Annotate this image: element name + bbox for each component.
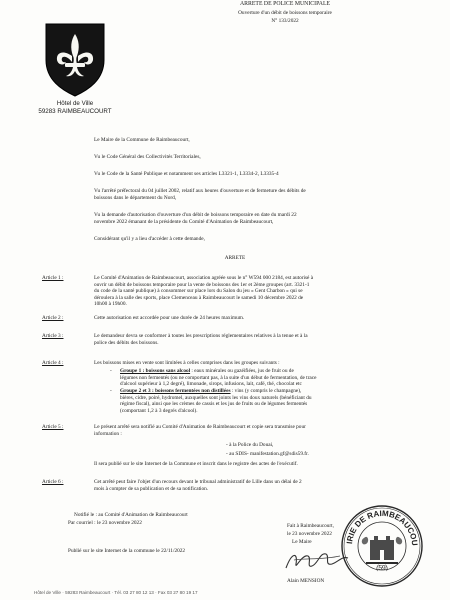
group-1-heading: Groupe 1 : boissons sans alcool — [120, 368, 191, 374]
article-3-line: police des débits des boissons. — [94, 339, 159, 346]
municipal-seal — [340, 504, 424, 588]
article-5-line: Le présent arrêté sera notifié au Comité d'Animation de Raimbeaucourt et copie sera transmise pour — [94, 424, 306, 430]
article-4-label: Article 4 : — [42, 360, 64, 366]
preamble-maire: Le Maire de la Commune de Raimbeaucourt, — [94, 137, 190, 143]
bullet-dash-icon: - — [110, 368, 112, 374]
preamble-considerant: Considérant qu'il y a lieu d'accéder à cette demande, — [94, 236, 205, 242]
page-footer: Hôtel de Ville · 59283 Raimbeaucourt · Tél. 03 27 80 12 13 · Fax 03 27 80 19 17 — [34, 590, 198, 595]
article-1-line: déroulera à la salle des sports, place Clemenceau à Raimbeaucourt le samedi 10 décembre 2022 de — [94, 294, 304, 301]
preamble-csp: Vu le Code de la Santé Publique et notamment ses articles L3321-1, L3334-2, L3335-4 — [94, 171, 279, 177]
article-2-label: Article 2 : — [42, 315, 64, 321]
article-1-line: ouvrir un débit de boissons temporaire pour la vente de boissons des 1er et 2ème groupes (art. 3321-1 — [94, 281, 310, 288]
article-4-intro: Les boissons mises en vente sont limitées à celles comprises dans les groupes suivants : — [94, 360, 280, 366]
document-title: ARRETE DE POLICE MUNICIPALE — [239, 1, 331, 7]
group-2-heading: Groupe 2 et 3 : boissons fermentées non distillées — [120, 388, 231, 394]
article-5-recipient-sdis: - au SDIS- manifestation.gf@sdis59.fr. — [226, 451, 309, 457]
publication-line: Publié sur le site Internet de la commune le 22/11/2022 — [68, 548, 186, 554]
preamble-cgct: Vu le Code Général des Collectivités Territoriales, — [94, 154, 201, 160]
article-1-body — [94, 275, 424, 308]
article-1-line: du code de la santé publique) à consommer sur place lors du Salon du jeu « Gent Charbon » qui se — [94, 288, 303, 295]
article-1-line: Le Comité d'Animation de Raimbeaucourt, association agréée sous le n° W594 000 2184, est autorisé à — [94, 275, 314, 281]
article-5-label: Article 5 : — [42, 424, 64, 430]
svg-text:(59) — [375, 564, 388, 572]
document-number: N° 133/2022 — [271, 18, 299, 24]
preamble-arrete-prefectoral-2: boissons dans le département du Nord, — [94, 195, 177, 201]
article-5-publication: Il sera publié sur le site Internet de la Commune et inscrit dans le registre des actes de l'exécutif. — [94, 461, 298, 467]
signature-place: Fait à Raimbeaucourt, — [287, 523, 334, 529]
article-3-body — [94, 333, 308, 346]
seal-top-text: IRIE DE RAIMBEAUCOU — [345, 508, 420, 547]
group-2-tail: : vins (y compris le champagne), — [230, 388, 302, 394]
document-subtitle: Ouverture d'un débit de boissons temporaire — [238, 10, 332, 16]
group-1-line: d'alcool supérieur à 1,2 degré), limonade, sirops, infusions, lait, café, thé, chocolat etc — [120, 381, 302, 388]
bullet-dash-icon: - — [110, 388, 112, 394]
article-5-recipient-police: - à la Police du Douai, — [226, 442, 274, 448]
preamble-demande-2: novembre 2022 émanant de la présidente du Comité d'Animation de Raimbeaucourt, — [94, 219, 274, 225]
notification-line-1: Notifié le : au Comité d'Animation de Raimbeaucourt — [74, 512, 188, 518]
article-2-line: Cette autorisation est accordée pour une durée de 24 heures maximum. — [94, 315, 245, 321]
article-1-line: 10h00 à 19h00. — [94, 301, 127, 308]
article-6-body — [94, 479, 302, 492]
group-2-line: bières, cidre, poiré, hydromel, auxquelles sont joints les vins doux naturels (bénéficiant du — [120, 394, 312, 401]
article-5-line: information : — [94, 430, 122, 437]
seal-stamp-icon — [340, 504, 424, 588]
group-1-tail: : eaux minérales ou gazéifiées, jus de fruit ou de — [190, 368, 294, 374]
article-6-label: Article 6 : — [42, 479, 64, 485]
coat-of-arms — [40, 20, 110, 98]
article-1-label: Article 1 : — [42, 275, 64, 281]
article-3-label: Article 3 : — [42, 333, 64, 339]
article-6-line: mois à compter de sa publication et de sa notification. — [94, 485, 209, 492]
article-6-line: Cet arrêté peut faire l'objet d'un recours devant le tribunal administratif de Lille dans un délai de 2 — [94, 479, 302, 485]
article-5-body — [94, 424, 306, 437]
signature-date: le 23 novembre 2022 — [287, 531, 332, 537]
group-2-line: régime fiscal), ainsi que les crèmes de cassis et les jus de fruits ou de légumes fermentés — [120, 401, 308, 408]
seal-bottom-text: (59) — [375, 564, 389, 573]
notification-line-2: Par courriel : le 23 novembre 2022 — [68, 520, 142, 526]
article-3-line: Le demandeur devra se conformer à toutes les prescriptions réglementaires relatives à la tenue et à la — [94, 333, 308, 339]
signature-name: Alain MENSION — [287, 578, 325, 584]
city-hotel-label: Hôtel de Ville — [56, 100, 94, 107]
article-4-group-2 — [110, 388, 312, 414]
group-1-line: légumes non fermentés (ou ne comportant pas, à la suite d'un début de fermentation, de trace — [120, 374, 317, 381]
article-4-group-1 — [110, 368, 316, 388]
preamble-arrete-prefectoral-1: Vu l'arrêté préfectoral du 04 juillet 2002, relatif aux heures d'ouverture et de fermeture des débits de — [94, 188, 306, 194]
signature-title: Le Maire — [292, 539, 312, 545]
group-2-line: (comportant 1,2 à 3 degrés d'alcool). — [120, 407, 198, 414]
arrete-heading: ARRETE — [224, 255, 246, 261]
preamble-demande-1: Vu la demande d'autorisation d'ouverture d'un débit de boissons temporaire en date du mardi 22 — [94, 212, 297, 218]
fleur-de-lis-shield-icon — [40, 20, 110, 98]
city-postal-label: 59283 RAIMBEAUCOURT — [38, 108, 112, 115]
